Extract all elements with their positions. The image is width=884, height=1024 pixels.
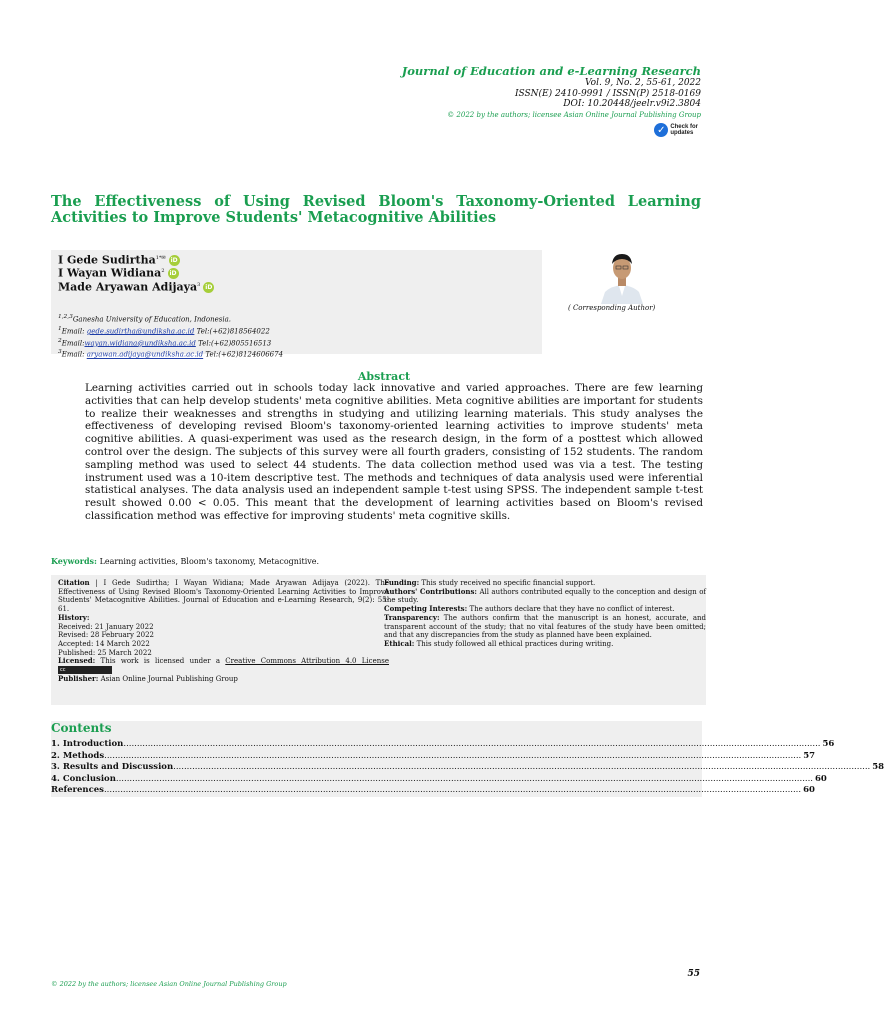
article-title: The Effectiveness of Using Revised Bloom's Taxonomy-Oriented Learning Activities to Improve Students' Metacognitive Abilities <box>51 193 701 226</box>
licensed-label: Licensed: <box>58 656 96 666</box>
author-sup: 2 <box>161 268 165 274</box>
orcid-icon[interactable]: iD <box>170 257 178 265</box>
toc-item[interactable]: 3. Results and Discussion .................................................................................................................................................................................................................................................................. 58 <box>51 762 884 772</box>
email-link[interactable]: aryawan.adijaya@undiksha.ac.id <box>86 350 204 359</box>
affiliation-block <box>58 313 283 360</box>
toc-item[interactable]: 4. Conclusion .................................................................................................................................................................................................................................................................. 60 <box>51 773 827 784</box>
mail-icon: ✉ <box>161 255 166 261</box>
publisher-label: Publisher: <box>58 673 99 683</box>
toc-item[interactable]: 1. Introduction .................................................................................................................................................................................................................................................................. 56 <box>51 739 835 749</box>
email-link[interactable]: gede.sudirtha@undiksha.ac.id <box>86 327 195 336</box>
info-left-column <box>58 579 389 683</box>
transparency-text: The authors confirm that the manuscript is an honest, accurate, and transparent account of the study; that no vital features of the study have been omitted; and that any discrepancies from the study as planned have been explained. <box>384 613 706 640</box>
author-3 <box>58 279 214 294</box>
competing-label: Competing Interests: <box>384 604 468 614</box>
toc-item[interactable]: 2. Methods .................................................................................................................................................................................................................................................................. 57 <box>51 750 816 761</box>
transparency-label: Transparency: <box>384 612 440 622</box>
info-right-column <box>384 579 706 649</box>
journal-header <box>402 64 701 120</box>
check-label-1: Check for <box>670 124 698 130</box>
keywords-label: Keywords: <box>51 556 98 566</box>
email-link[interactable]: wayan.widiana@undiksha.ac.id <box>84 338 196 347</box>
affiliation-text: Ganesha University of Education, Indonesia. <box>72 315 231 324</box>
check-for-updates-badge[interactable] <box>654 123 698 137</box>
author-name: I Wayan Widiana <box>58 266 162 280</box>
author-photo <box>597 248 647 304</box>
toc-item[interactable]: References .................................................................................................................................................................................................................................................................. 60 <box>51 785 815 795</box>
issn-info: ISSN(E) 2410-9991 / ISSN(P) 2518-0169 <box>514 88 701 99</box>
check-for-updates-icon: ✓ <box>654 123 668 137</box>
ethical-label: Ethical: <box>384 638 415 648</box>
history-label: History: <box>58 612 90 622</box>
funding-text: This study received no specific financial support. <box>421 579 596 587</box>
contrib-label: Authors' Contributions: <box>384 586 477 596</box>
received-date: Received: 21 January 2022 <box>58 622 154 631</box>
page-number: 55 <box>687 969 700 979</box>
author-sup: 3 <box>197 282 201 288</box>
contents-heading: Contents <box>51 721 112 735</box>
author-sup: 1* <box>155 255 162 261</box>
accepted-date: Accepted: 14 March 2022 <box>58 639 150 648</box>
abstract-text: Learning activities carried out in schools today lack innovative and varied approaches. There are few learning activities that can help develop students' meta cognitive abilities. Meta cognitive abilities are important for students to realize their weaknesses and strengths in studying and utilizing learning materials. This study analyses the effectiveness of developing revised Bloom's taxonomy-oriented learning activities to improve students' meta cognitive abilities. A quasi-experiment was used as the research design, in the form of a posttest which allowed control over the design. The subjects of this survey were all fourth graders, consisting of 152 students. The random sampling method was used to select 44 students. The data collection method used was via a test. The testing instrument used was a 10-item descriptive test. The methods and techniques of data analysis used were inferential statistical analyses. The data analysis used an independent sample t-test using SPSS. The independent sample t-test result showed 0.00 < 0.05. This meant that the development of learning activities based on Bloom's revised classification method was effective for improving students' meta cognitive skills. <box>85 382 703 522</box>
author-2 <box>58 265 179 280</box>
corresponding-author-note: ( Corresponding Author) <box>568 304 656 312</box>
keywords-text: Learning activities, Bloom's taxonomy, Metacognitive. <box>99 557 320 566</box>
article-info-box <box>51 575 706 705</box>
licensed-text: This work is licensed under a <box>100 657 221 666</box>
competing-text: The authors declare that they have no conflict of interest. <box>469 605 675 614</box>
table-of-contents <box>51 721 884 797</box>
abstract-heading: Abstract <box>357 370 411 383</box>
keywords <box>51 556 319 566</box>
email-line: $^2$Email:wayan.widiana@undiksha.ac.id Tel:(+62)805516513 <box>58 337 272 347</box>
license-link[interactable]: Creative Commons Attribution 4.0 License <box>225 657 389 666</box>
revised-date: Revised: 28 February 2022 <box>58 631 155 640</box>
author-name: I Gede Sudirtha <box>58 253 156 267</box>
author-box <box>51 250 542 359</box>
published-date: Published: 25 March 2022 <box>58 648 152 657</box>
check-label-2: updates <box>670 130 694 136</box>
header-copyright: © 2022 by the authors; licensee Asian Online Journal Publishing Group <box>447 110 701 119</box>
contrib-text: All authors contributed equally to the conception and design of the study. <box>384 587 706 605</box>
ethical-text: This study followed all ethical practices during writing. <box>416 639 614 648</box>
author-name: Made Aryawan Adijaya <box>58 280 198 294</box>
cc-license-icon[interactable]: cc <box>58 666 112 674</box>
affiliation-sup: 1,2,3 <box>58 314 73 320</box>
email-line: $^3$Email: aryawan.adijaya@undiksha.ac.id Tel:(+62)8124606674 <box>58 349 284 359</box>
email-line: $^1$Email: gede.sudirtha@undiksha.ac.id Tel:(+62)818564022 <box>58 325 270 336</box>
footer-copyright: © 2022 by the authors; licensee Asian Online Journal Publishing Group <box>51 980 287 988</box>
citation-label: Citation <box>58 578 90 587</box>
funding-label: Funding: <box>384 578 420 587</box>
volume-info: Vol. 9, No. 2, 55-61, 2022 <box>584 78 701 88</box>
doi-info[interactable]: DOI: 10.20448/jeelr.v9i2.3804 <box>563 99 701 109</box>
citation-text: | I Gede Sudirtha; I Wayan Widiana; Made Aryawan Adijaya (2022). The Effectiveness of Using Revised Bloom's Taxonomy-Oriented Learning Activities to Improve Students' Metacognitive Abilities. Journal of Education and e-Learning Research, 9(2): 55-61. <box>58 579 389 614</box>
publisher-text: Asian Online Journal Publishing Group <box>100 674 238 683</box>
journal-title[interactable]: Journal of Education and e-Learning Research <box>401 64 701 78</box>
orcid-icon[interactable]: iD <box>169 270 177 278</box>
orcid-icon[interactable]: iD <box>205 284 213 292</box>
